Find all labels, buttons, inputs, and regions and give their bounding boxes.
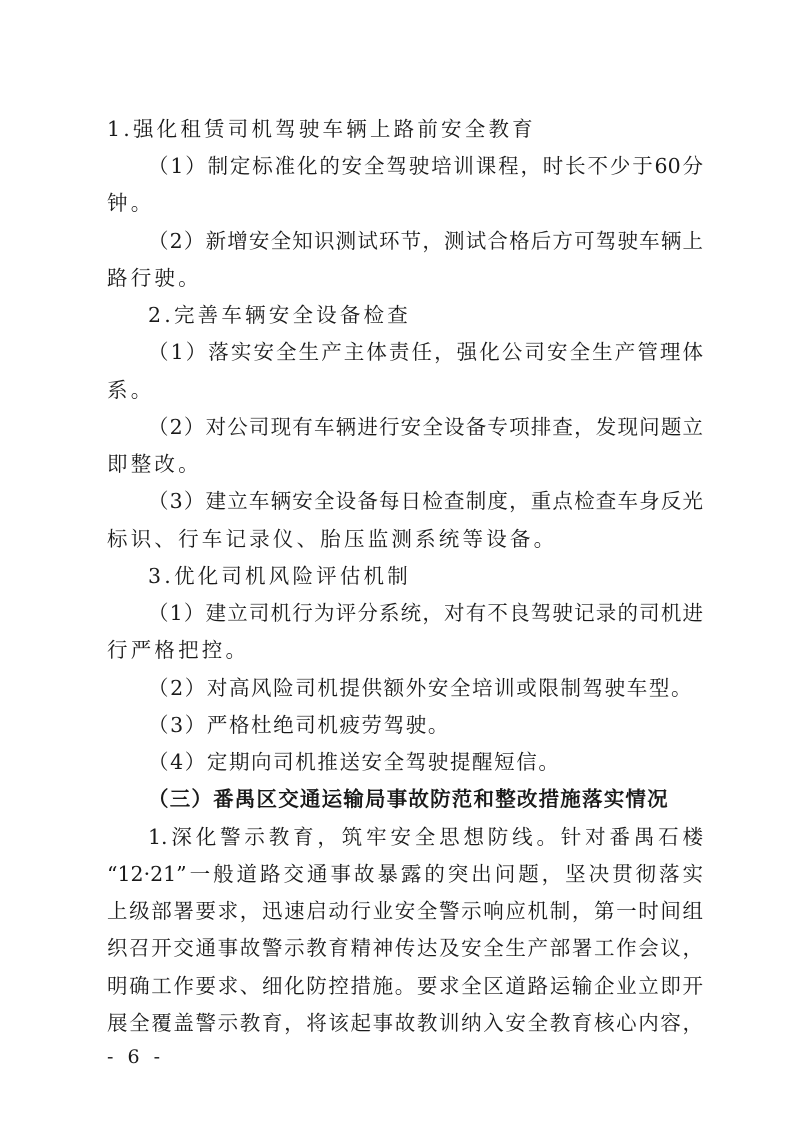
paragraph-line-6: 展全覆盖警示教育，将该起事故教训纳入安全教育核心内容， [107,1011,703,1035]
paragraph-line-3: 上级部署要求，迅速启动行业安全警示响应机制，第一时间组 [107,899,703,923]
list-item-2-2-cont: 即整改。 [107,452,202,476]
page-number: - 6 - [107,1046,165,1068]
section-heading-3: （三）番禺区交通运输局事故防范和整改措施落实情况 [148,787,669,811]
list-item-3-3: （3）严格杜绝司机疲劳驾驶。 [148,713,450,737]
list-item-1-2-cont: 路行驶。 [107,266,202,290]
list-item-3-2: （2）对高风险司机提供额外安全培训或限制驾驶车型。 [148,676,694,700]
list-item-1-1-cont: 钟。 [107,191,155,215]
list-item-3-1: （1）建立司机行为评分系统，对有不良驾驶记录的司机进 [148,601,703,625]
subheading-1: 1.强化租赁司机驾驶车辆上路前安全教育 [107,117,536,141]
list-item-2-1-cont: 系。 [107,378,155,402]
list-item-1-1: （1）制定标准化的安全驾驶培训课程，时长不少于60分 [148,154,703,178]
list-item-2-1: （1）落实安全生产主体责任，强化公司安全生产管理体 [148,340,703,364]
subheading-2: 2.完善车辆安全设备检查 [148,303,411,327]
list-item-2-3-cont: 标识、行车记录仪、胎压监测系统等设备。 [107,527,558,551]
paragraph-line-5: 明确工作要求、细化防控措施。要求全区道路运输企业立即开 [107,974,703,998]
list-item-3-1-cont: 行严格把控。 [107,638,250,662]
list-item-1-2: （2）新增安全知识测试环节，测试合格后方可驾驶车辆上 [148,229,703,253]
list-item-2-2: （2）对公司现有车辆进行安全设备专项排查，发现问题立 [148,415,703,439]
paragraph-line-4: 织召开交通事故警示教育精神传达及安全生产部署工作会议， [107,936,703,960]
paragraph-line-2: “12·21”一般道路交通事故暴露的突出问题，坚决贯彻落实 [107,862,703,886]
list-item-2-3: （3）建立车辆安全设备每日检查制度，重点检查车身反光 [148,489,703,513]
subheading-3: 3.优化司机风险评估机制 [148,564,411,588]
list-item-3-4: （4）定期向司机推送安全驾驶提醒短信。 [148,750,561,774]
paragraph-line-1: 1.深化警示教育，筑牢安全思想防线。针对番禺石楼 [148,825,703,849]
